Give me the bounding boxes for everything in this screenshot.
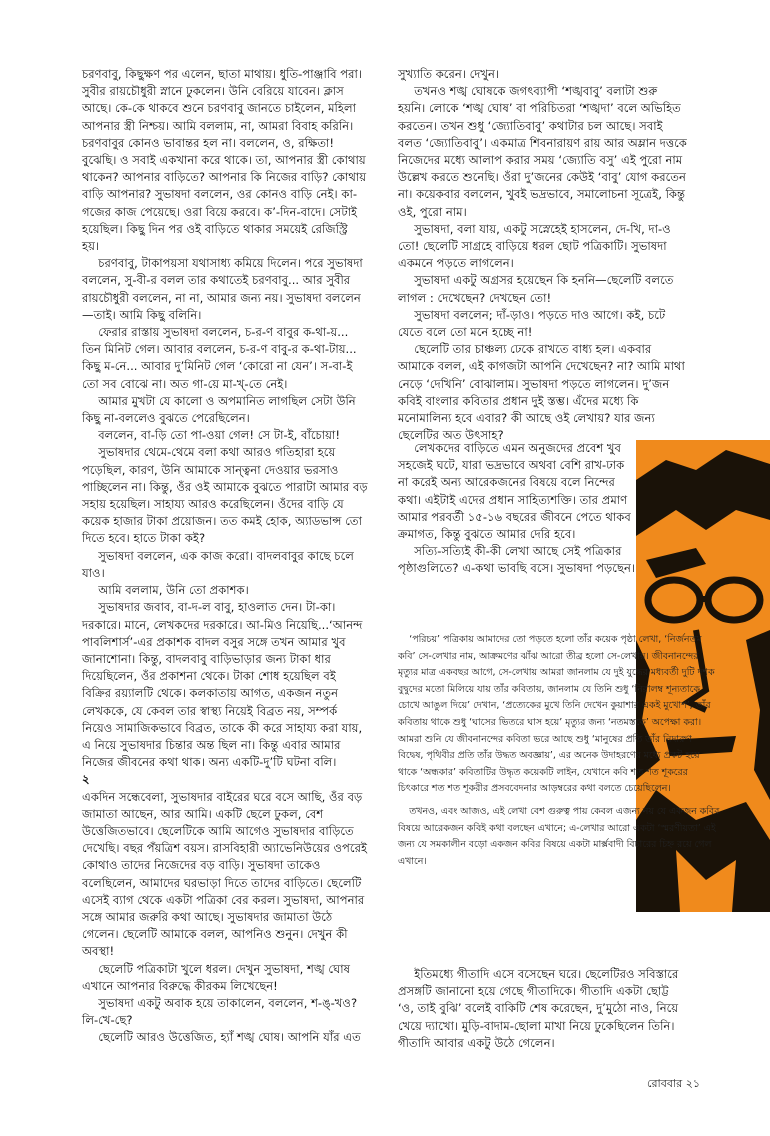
paragraph: সুভাষদা একটু অবাক হয়ে তাকালেন, বললেন, শ-ঙ্-খও? লি-খে-ছে? — [82, 995, 358, 1028]
paragraph: আমার মুখটা যে কালো ও অপমানিত লাগছিল সেটা উনি কিছু না-বললেও বুঝতে পেরেছিলেন। — [82, 393, 356, 426]
paragraph: ইতিমধ্যে গীতাদি এসে বসেছেন ঘরে। ছেলেটিরও সবিস্তারে প্রসঙ্গটি জানানো হয়ে গেছে গীতাদিকে। গীতাদি একটা ছোট্ট ‘ও, তাই বুঝি’ বলেই বাকিটি শেষ করেছেন, দু’মুঠো নাও, নিয়ে খেয়ে দ্যাখো। মুড়ি-বাদাম-ছোলা মাখা নিয়ে ঢুকেছিলেন তিনি। গীতাদি আবার একটু উঠে গেলেন। — [398, 967, 679, 1050]
paragraph: সুভাষদার জবাব, বা-দ-ল বাবু, হাওলাত দেন। টা-কা। দরকারে। মানে, লেখকদের দরকারে। আ-মিও নিয়েছি...‘আনন্দ পাবলিশার্স’-এর প্রকাশক বাদল বসুর সঙ্গে তখন আমার খুব জানাশোনা। কিন্তু, বাদলবাবু বাড়িভাড়ার জন্য টাকা ধার দিয়েছিলেন, ওঁর প্রকাশনা থেকে। টাকা শোধ হয়েছিল বই বিক্রির রয়্যালটি থেকে। কলকাতায় আগত, একজন নতুন লেখককে, যে কেবল তার স্বাস্থ্য নিয়েই বিব্রত নয়, সম্পর্ক নিয়েও সামাজিকভাবে বিব্রত, তাকে কী করে সাহায্য করা যায়, এ নিয়ে সুভাষদার চিন্তার অন্ত ছিল না। কিন্তু এবার আমার নিজের জীবনের কথা থাক। অন্য একটি-দু’টি ঘটনা বলি। — [82, 600, 363, 770]
paragraph: চরণবাবু, টাকাপয়সা যথাসাধ্য কমিয়ে দিলেন। পরে সুভাষদা বললেন, সু-বী-র বলল তার কথাতেই চরণবাবু... আর সুবীর রায়চৌধুরী বললেন, না না, আমার জন্য নয়। সুভাষদা বললেন—তাই। আমি কিছু বলিনি। — [82, 256, 363, 322]
paragraph: ছেলেটি পত্রিকাটা খুলে ধরল। দেখুন সুভাষদা, শঙ্খ ঘোষ এখানে আপনার বিরুদ্ধে কীরকম লিখেছেন! — [82, 961, 351, 993]
paragraph: সুখ্যাতি করেন। দেখুন। — [398, 67, 500, 81]
right-column-top — [398, 66, 688, 444]
paragraph: ছেলেটি আরও উত্তেজিত, হ্যাঁ শঙ্খ ঘোষ। আপনি যাঁর এত — [98, 1030, 361, 1045]
paragraph: বললেন, বা-ড়ি তো পা-ওয়া গেল! সে টা-ই, বাঁচোয়া! — [98, 428, 340, 443]
paragraph: সুভাষদা একটু অগ্রসর হয়েছেন কি হননি—ছেলেটি বলতে লাগল : দেখেছেন? দেখছেন তো! — [398, 273, 674, 305]
paragraph: লেখকদের বাড়িতে এমন অনুজদের প্রবেশ খুব সহজেই ঘটে, যারা ভদ্রভাবে অথবা বেশি রাখ-ঢাক না করেই অন্য আরেকজনের বিষয়ে বলে নিন্দের কথা। এইটাই এদের প্রধান সাহিত্যশক্তি। তার প্রমাণ আমার পরবর্তী ১৫-১৬ বছরের জীবনে পেতে থাকব ক্রমাগত, কিন্তু বুঝতে আমার দেরি হবে। — [398, 441, 631, 542]
paragraph: সুভাষদা বললেন, এক কাজ করো। বাদলবাবুর কাছে চলে যাও। — [82, 548, 354, 580]
right-column-mid — [398, 440, 636, 578]
paragraph: সুভাষদা বললেন; দাঁ-ড়াও। পড়তে দাও আগে। কই, চটে যেতে বলে তো মনে হচ্ছে না! — [398, 307, 666, 340]
section-number: ২ — [82, 772, 90, 787]
paragraph: ফেরার রাস্তায় সুভাষদা বললেন, চ-র-ণ বাবুর ক-থা-য়... তিন মিনিট গেল। আবার বললেন, চ-র-ণ বাবু-র ক-থা-টায়... কিছু ম-নে... আবার দু’মিনিট গেল ‘কোরো না যেন’। স-বা-ই তো সব বোঝে না। অত গা-য়ে মা-খ্-তে নেই। — [82, 325, 357, 391]
paragraph: ছেলেটি তার চাঞ্চল্য ঢেকে রাখতে বাধ্য হল। একবার আমাকে বলল, এই কাগজটা আপনি দেখেছেন? না? আমি মাথা নেড়ে ‘দেখিনি’ বোঝালাম। সুভাষদা পড়তে লাগলেন। দু’জন কবিই বাংলার কবিতার প্রধান দুই স্তম্ভ। এঁদের মধ্যে কি মনোমালিন্য হবে এবার? কী আছে ওই লেখায়? যার জন্য ছেলেটির অত উৎসাহ? — [398, 342, 685, 443]
paragraph: সুভাষদার থেমে-থেমে বলা কথা আরও গতিহারা হয়ে পড়েছিল, কারণ, উনি আমাকে সান্ত্বনা দেওয়ার ভরসাও পাচ্ছিলেন না। কিন্তু, ওঁর ওই আমাকে বুঝতে পারাটা আমার বড় সহায় হয়েছিল। সাহায্য আরও করেছিলেন। ওঁদের বাড়ি যে কয়েক হাজার টাকা প্রয়োজন। তত কমই হোক, অ্যাডভান্স তো দিতে হবে। হাতে টাকা কই? — [82, 445, 368, 546]
sidebar-paragraph: ‘পরিচয়’ পত্রিকায় আমাদের তো পড়তে হলো তাঁর কয়েক পৃষ্ঠা লেখা, ‘নির্জনতম কবি’ সে-লেখার নাম, আক্রমণের ঝাঁঝ আরো তীব্র হলো সে-লেখায়। জীবনানন্দের মৃত্যুর মাত্র একবছর আগে, সে-লেখায় আমরা জানলাম যে দুই যুদ্ধের মধ্যবর্তী দুটি দশক বুদ্বুদের মতো মিলিয়ে যায় তাঁর কবিতায়, জানলাম যে তিনি শুধু ‘নিরালম্ব শূন্যতাকে চোখে আঙুল দিয়ে’ দেখান, ‘প্রত্যেকের মুখে তিনি দেখেন কুয়াশার একই মুখোশ’, তাঁর কবিতায় থাকে শুধু ‘ঘাসের ভিতরে ঘাস হয়ে’ মৃত্যুর জন্য ‘নতমস্তকে’ অপেক্ষা করা। আমরা শুনি যে জীবনানন্দের কবিতা ভরে আছে শুধু ‘মানুষের প্রতি তাঁর নিদারুণ বিদ্বেষ, পৃথিবীর প্রতি তাঁর উদ্ধত অবজ্ঞায়’, এর অনেক উদাহরণের মধ্যে প্রকট হয়ে থাকে ‘অন্ধকার’ কবিতাটির উদ্ধৃত কয়েকটি লাইন, যেখানে কবি শত শত শূকরের চিৎকারে শত শত শূকরীর প্রসববেদনার আড়ম্বরের কথা বলতে চেয়েছিলেন। — [398, 634, 715, 795]
paragraph: সুভাষদা, বলা যায়, একটু সস্নেহেই হাসলেন, দে-খি, দা-ও তো! ছেলেটি সাগ্রহে বাড়িয়ে ধরল ছোট পত্রিকাটি। সুভাষদা একমনে পড়তে লাগলেন। — [398, 221, 671, 271]
right-column-bottom — [398, 966, 688, 1052]
sidebar-paragraph: তখনও, এবং আজও, এই লেখা বেশ গুরুত্ব পায় কেবল এজন্য নয় যে একজন কবির বিষয়ে আরেকজন কবিই কথা বলছেন এখানে; এ-লেখার আরো একটা ‘স্মরণীয়তা’ এই জন্য যে সমকালীন বড়ো একজন কবির বিষয়ে একটা মার্ক্সবাদী বিচারের চিহ্ন রয়ে গেল এখানে। — [398, 805, 720, 867]
sidebar-quote — [398, 632, 720, 876]
portrait-glasses-bridge — [698, 596, 710, 602]
paragraph: একদিন সন্ধেবেলা, সুভাষদার বাইরের ঘরে বসে আছি, ওঁর বড় জামাতা আছেন, আর আমি। একটি ছেলে ঢুকল, বেশ উত্তেজিতভাবে। ছেলেটিকে আমি আগেও সুভাষদার বাড়িতে দেখেছি। বছর পঁয়ত্রিশ বয়স। রাসবিহারী অ্যাভেনিউয়ের ওপরেই কোথাও তাদের নিজেদের বড় বাড়ি। সুভাষদা তাকেও বলেছিলেন, আমাদের ঘরভাড়া দিতে তাদের বাড়িতে। ছেলেটি এসেই ব্যাগ থেকে একটা পত্রিকা বের করল। সুভাষদা, আপনার সঙ্গে আমার জরুরি কথা আছে। সুভাষদার জামাতা উঠে গেলেন। ছেলেটি আমাকে বলল, আপনিও শুনুন। দেখুন কী অবস্থা! — [82, 789, 367, 959]
left-column — [82, 66, 368, 1047]
paragraph: আমি বললাম, উনি তো প্রকাশক। — [98, 583, 249, 598]
paragraph: সত্যি-সত্যিই কী-কী লেখা আছে সেই পত্রিকার পৃষ্ঠাগুলিতে? এ-কথা ভাবছি বসে। সুভাষদা পড়ছেন। — [398, 544, 636, 576]
page-footer: রোববার ২১ — [647, 1077, 700, 1090]
paragraph: চরণবাবু, কিছুক্ষণ পর এলেন, ছাতা মাথায়। ধুতি-পাঞ্জাবি পরা। সুবীর রায়চৌধুরী স্নানে ঢুকলেন। উনি বেরিয়ে যাবেন। ক্লাস আছে। কে-কে থাকবে শুনে চরণবাবু জানতে চাইলেন, মহিলা আপনার স্ত্রী নিশ্চয়। আমি বললাম, না, আমরা বিবাহ করিনি। চরণবাবুর কোনও ভাবান্তর হল না। বললেন, ও, রক্ষিতা! বুঝেছি। ও সবাই একখানা করে থাকে। তা, আপনার স্ত্রী কোথায় থাকেন? আপনার বাড়িতে? আপনার কি নিজের বাড়ি? কোথায় বাড়ি আপনার? সুভাষদা বললেন, ওর কোনও বাড়ি নেই। কা-গজের কাজ পেয়েছে। ওরা বিয়ে করবে। ক’-দিন-বাদে। সেটাই হয়েছিল। কিছু দিন পর ওই বাড়িতে থাকার সময়েই রেজিস্ট্রি হয়। — [82, 67, 367, 254]
paragraph: তখনও শঙ্খ ঘোষকে জগৎব্যাপী ‘শঙ্খবাবু’ বলাটা শুরু হয়নি। লোকে ‘শঙ্খ ঘোষ’ বা পরিচিতরা ‘শঙ্খদা’ বলে অভিহিত করতেন। তখন শুধু ‘জ্যোতিবাবু’ কথাটার চল আছে। সবাই বলত ‘জ্যোতিবাবু’। একমাত্র শিবনারায়ণ রায় আর অম্লান দত্তকে নিজেদের মধ্যে আলাপ করার সময় ‘জ্যোতি বসু’ এই পুরো নাম উল্লেখ করতে শুনেছি। ওঁরা দু’জনের কেউই ‘বাবু’ যোগ করতেন না। কয়েকবার বললেন, খুবই ভদ্রভাবে, সমালোচনা সূত্রেই, কিন্তু ওই, পুরো নাম। — [398, 84, 687, 219]
